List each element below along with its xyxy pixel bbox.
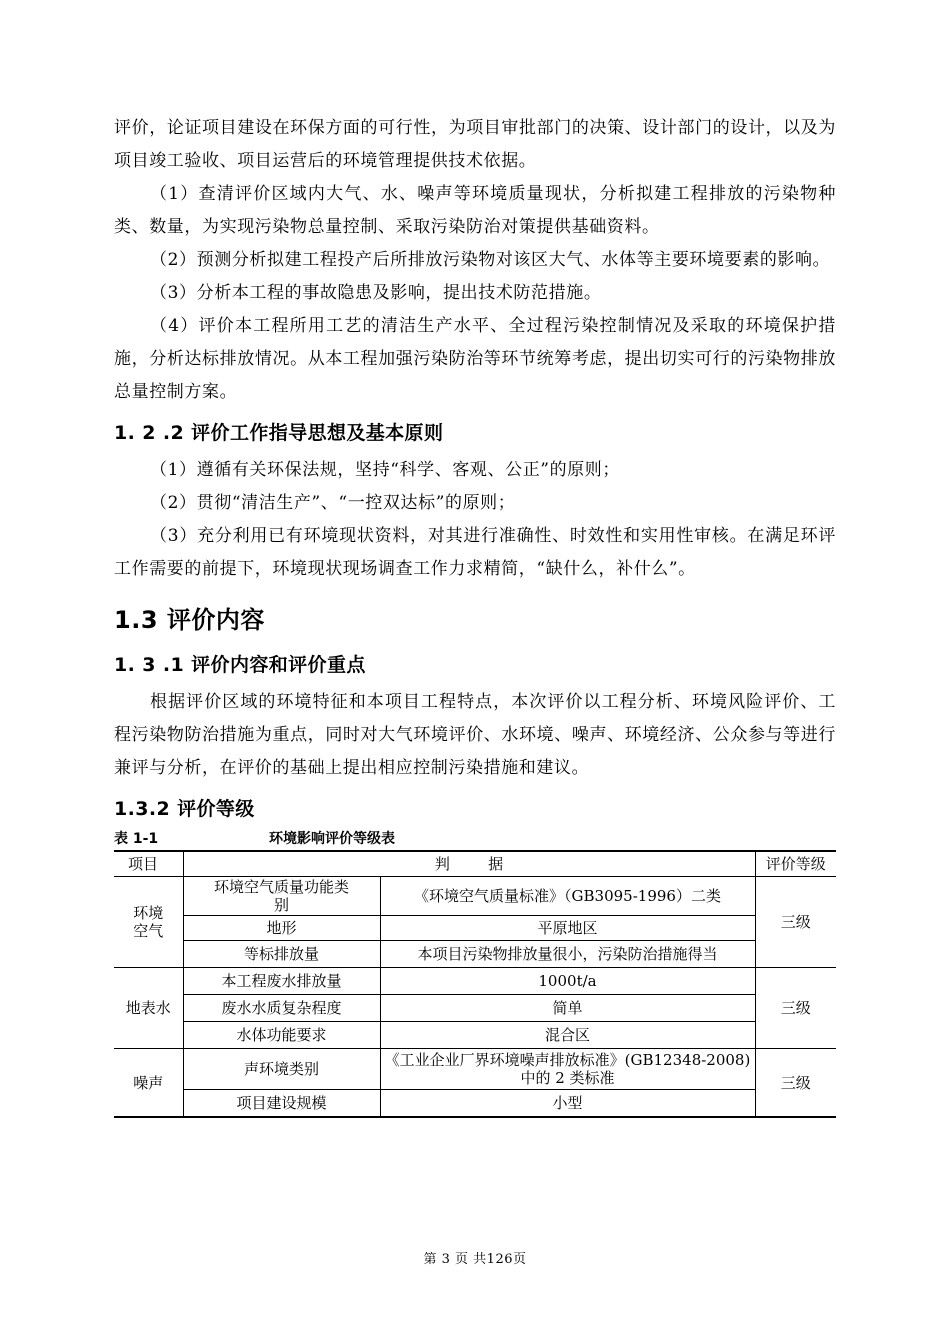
principle-item-3: （3）充分利用已有环境现状资料，对其进行准确性、时效性和实用性审核。在满足环评工作需要的前提下，环境现状现场调查工作力求精简，“缺什么，补什么”。 (114, 526, 836, 579)
factor-cell: 废水水质复杂程度 (183, 995, 380, 1022)
paragraph-item-1: （1）查清评价区域内大气、水、噪声等环境质量现状，分析拟建工程排放的污染物种类、数量，为实现污染物总量控制、采取污染防治对策提供基础资料。 (114, 184, 836, 237)
factor-cell: 声环境类别 (183, 1049, 380, 1090)
category-water: 地表水 (114, 968, 183, 1049)
grade-air: 三级 (755, 877, 836, 968)
heading-1-3: 1.3 评价内容 (114, 606, 265, 634)
page-content (114, 112, 836, 1118)
heading-1-2-2: 1. 2 .2 评价工作指导思想及基本原则 (114, 422, 444, 444)
header-grade: 评价等级 (755, 851, 836, 877)
basis-cell: 1000t/a (380, 968, 755, 995)
basis-cell: 本项目污染物排放量很小，污染防治措施得当 (380, 941, 755, 968)
paragraph-intro: 评价，论证项目建设在环保方面的可行性，为项目审批部门的决策、设计部门的设计，以及为项目竣工验收、项目运营后的环境管理提供技术依据。 (114, 118, 836, 171)
principle-item-2: （2）贯彻“清洁生产”、“一控双达标”的原则； (150, 493, 516, 513)
page-footer: 第 3 页 共126页 (423, 1252, 527, 1267)
table-caption (114, 830, 836, 848)
basis-cell: 简单 (380, 995, 755, 1022)
basis-cell: 《环境空气质量标准》（GB3095-1996）二类 (380, 877, 755, 916)
table-row (114, 1090, 836, 1118)
table-row (114, 995, 836, 1022)
factor-cell: 等标排放量 (183, 941, 380, 968)
table-row (114, 1049, 836, 1090)
basis-cell: 《工业企业厂界环境噪声排放标准》(GB12348-2008)中的 2 类标准 (380, 1049, 755, 1090)
table-row (114, 916, 836, 941)
factor-cell: 水体功能要求 (183, 1022, 380, 1049)
table-number: 表 1-1 (114, 831, 159, 847)
basis-cell: 小型 (380, 1090, 755, 1118)
header-item: 项目 (114, 851, 183, 877)
category-noise: 噪声 (114, 1049, 183, 1118)
category-air: 环境 空气 (114, 877, 183, 968)
basis-cell: 混合区 (380, 1022, 755, 1049)
paragraph-item-3: （3）分析本工程的事故隐患及影响，提出技术防范措施。 (150, 283, 602, 303)
grade-water: 三级 (755, 968, 836, 1049)
table-title: 环境影响评价等级表 (269, 831, 395, 847)
header-basis: 判 据 (183, 851, 755, 877)
factor-cell: 项目建设规模 (183, 1090, 380, 1118)
principle-item-1: （1）遵循有关环保法规，坚持“科学、客观、公正”的原则； (150, 460, 620, 480)
table-row (114, 941, 836, 968)
table-row (114, 1022, 836, 1049)
factor-cell: 本工程废水排放量 (183, 968, 380, 995)
grade-noise: 三级 (755, 1049, 836, 1118)
heading-1-3-2: 1.3.2 评价等级 (114, 798, 255, 820)
paragraph-item-4: （4）评价本工程所用工艺的清洁生产水平、全过程污染控制情况及采取的环境保护措施，分析达标排放情况。从本工程加强污染防治等环节统筹考虑，提出切实可行的污染物排放总量控制方案。 (114, 316, 836, 402)
table-row (114, 877, 836, 916)
table-row (114, 968, 836, 995)
heading-1-3-1: 1. 3 .1 评价内容和评价重点 (114, 654, 366, 676)
table-header-row (114, 851, 836, 877)
factor-cell: 环境空气质量功能类别 (183, 877, 380, 916)
paragraph-evaluation-content: 根据评价区域的环境特征和本项目工程特点，本次评价以工程分析、环境风险评价、工程污染物防治措施为重点，同时对大气环境评价、水环境、噪声、环境经济、公众参与等进行兼评与分析，在评价的基础上提出相应控制污染措施和建议。 (114, 692, 836, 778)
basis-cell: 平原地区 (380, 916, 755, 941)
factor-cell: 地形 (183, 916, 380, 941)
paragraph-item-2: （2）预测分析拟建工程投产后所排放污染物对该区大气、水体等主要环境要素的影响。 (150, 250, 831, 270)
grade-table (114, 850, 836, 1118)
